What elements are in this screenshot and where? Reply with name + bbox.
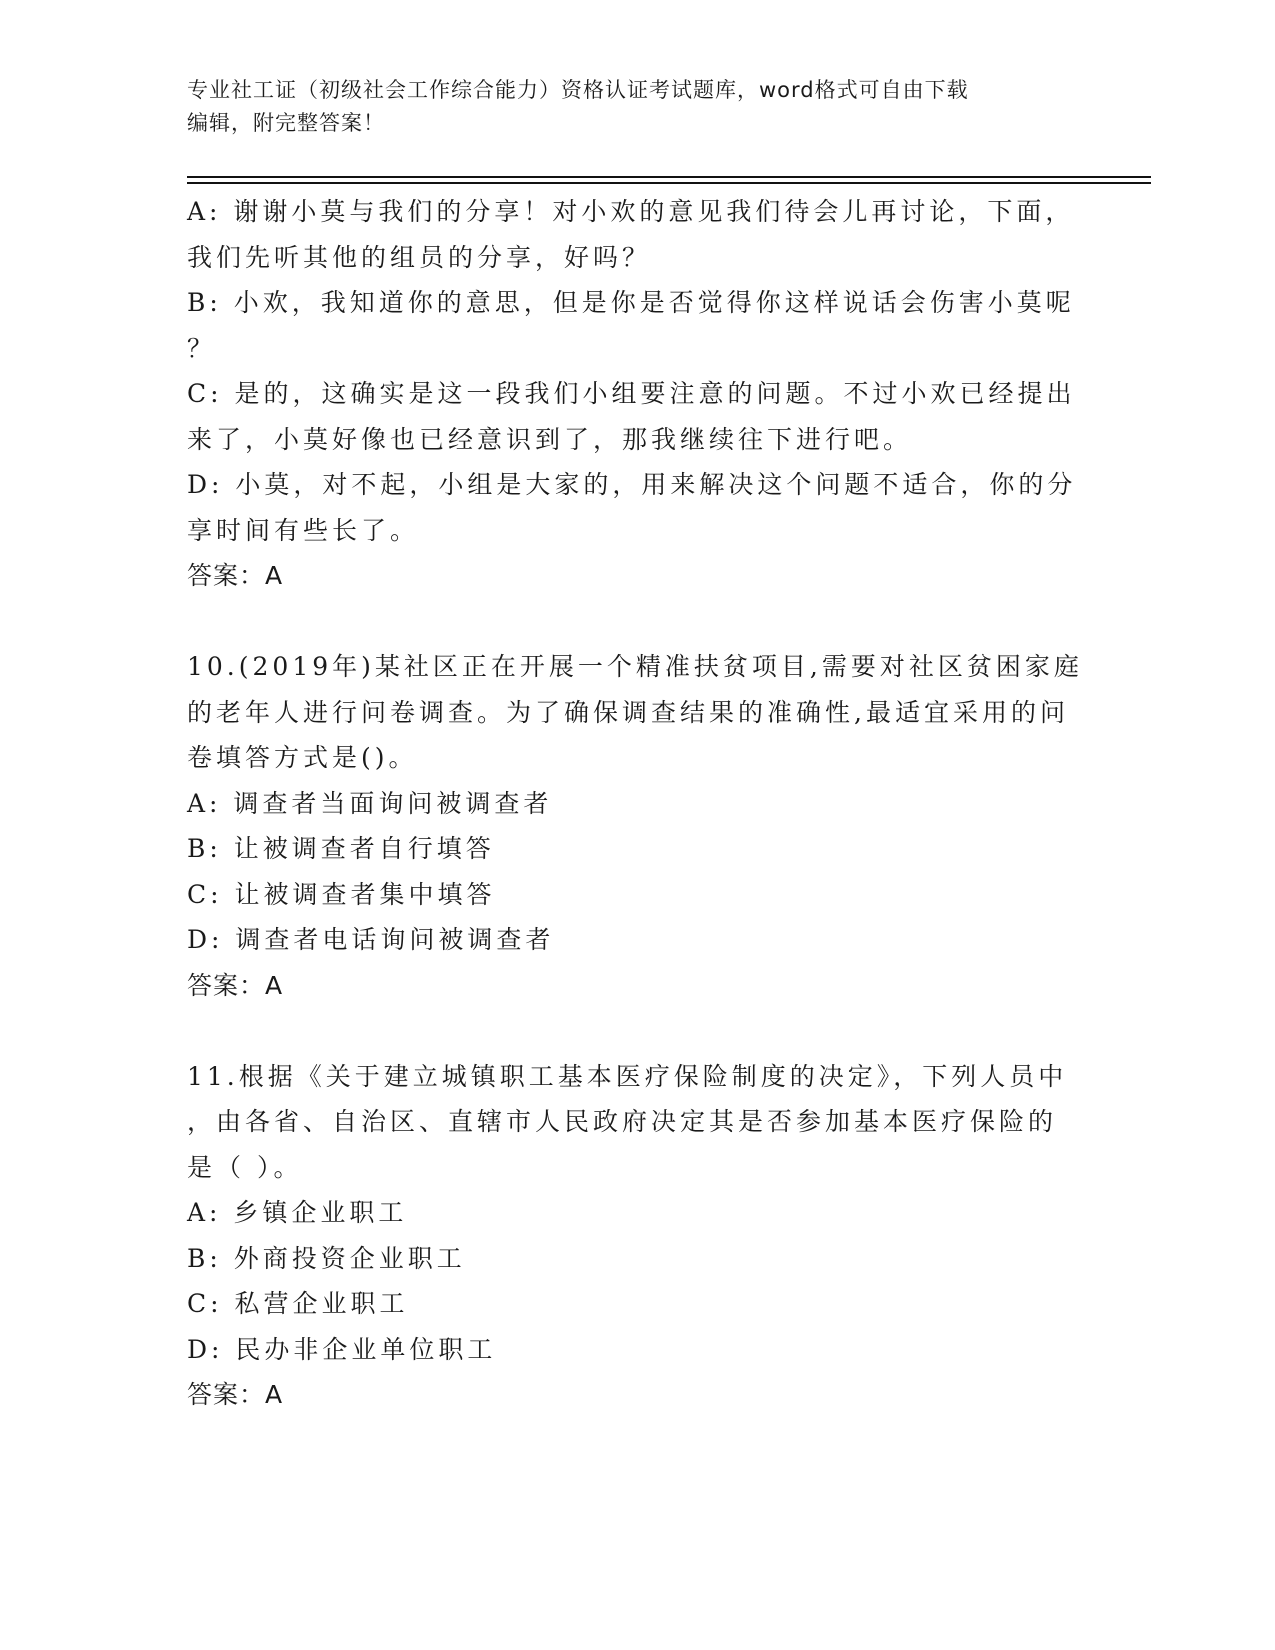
question-stem-line-2: 的老年人进行问卷调查。为了确保调查结果的准确性,最适宜采用的问 <box>187 697 1069 727</box>
option-a: A: 乡镇企业职工 <box>187 1198 408 1227</box>
option-d-line-2: 享时间有些长了。 <box>187 515 420 545</box>
spacer <box>187 599 1087 645</box>
option-b: B: 外商投资企业职工 <box>187 1243 466 1273</box>
header-line-1: 专业社工证（初级社会工作综合能力）资格认证考试题库，word格式可自由下载 <box>187 78 969 102</box>
page-header <box>187 74 1087 140</box>
question-stem-line-3: 卷填答方式是()。 <box>187 743 418 772</box>
option-b-line-2: ？ <box>187 333 217 363</box>
option-a: A: 调查者当面询问被调查者 <box>187 788 553 818</box>
option-c-line-1: C: 是的，这确实是这一段我们小组要注意的问题。不过小欢已经提出 <box>187 379 1076 408</box>
spacer <box>187 1008 1087 1054</box>
option-c-line-2: 来了，小莫好像也已经意识到了，那我继续往下进行吧。 <box>187 424 913 454</box>
answer-line: 答案：A <box>187 1380 284 1409</box>
option-c: C: 私营企业职工 <box>187 1289 409 1318</box>
question-10-block <box>187 644 1087 1008</box>
option-b: B: 让被调查者自行填答 <box>187 834 495 863</box>
option-a-line-2: 我们先听其他的组员的分享，好吗？ <box>187 242 652 272</box>
question-stem-line-1: 11.根据《关于建立城镇职工基本医疗保险制度的决定》，下列人员中 <box>187 1061 1068 1091</box>
question-stem-line-3: 是（ ）。 <box>187 1152 303 1182</box>
option-a-line-1: A: 谢谢小莫与我们的分享！对小欢的意见我们待会儿再讨论，下面， <box>187 197 1075 226</box>
question-stem-line-1: 10.(2019年)某社区正在开展一个精准扶贫项目,需要对社区贫困家庭 <box>187 652 1083 681</box>
header-divider-top <box>187 176 1151 178</box>
option-c: C: 让被调查者集中填答 <box>187 879 496 909</box>
option-b-line-1: B: 小欢，我知道你的意思，但是你是否觉得你这样说话会伤害小莫呢 <box>187 288 1075 317</box>
header-line-2: 编辑，附完整答案！ <box>187 111 385 135</box>
option-d: D: 调查者电话询问被调查者 <box>187 925 555 954</box>
answer-line: 答案：A <box>187 561 284 590</box>
document-body <box>187 189 1087 1418</box>
question-stem-line-2: ，由各省、自治区、直辖市人民政府决定其是否参加基本医疗保险的 <box>187 1107 1058 1136</box>
answer-line: 答案：A <box>187 970 284 1000</box>
question-9-block <box>187 189 1087 599</box>
option-d-line-1: D: 小莫，对不起，小组是大家的，用来解决这个问题不适合，你的分 <box>187 470 1077 499</box>
option-d: D: 民办非企业单位职工 <box>187 1334 497 1364</box>
question-11-block <box>187 1054 1087 1418</box>
header-divider-bottom <box>187 182 1151 184</box>
